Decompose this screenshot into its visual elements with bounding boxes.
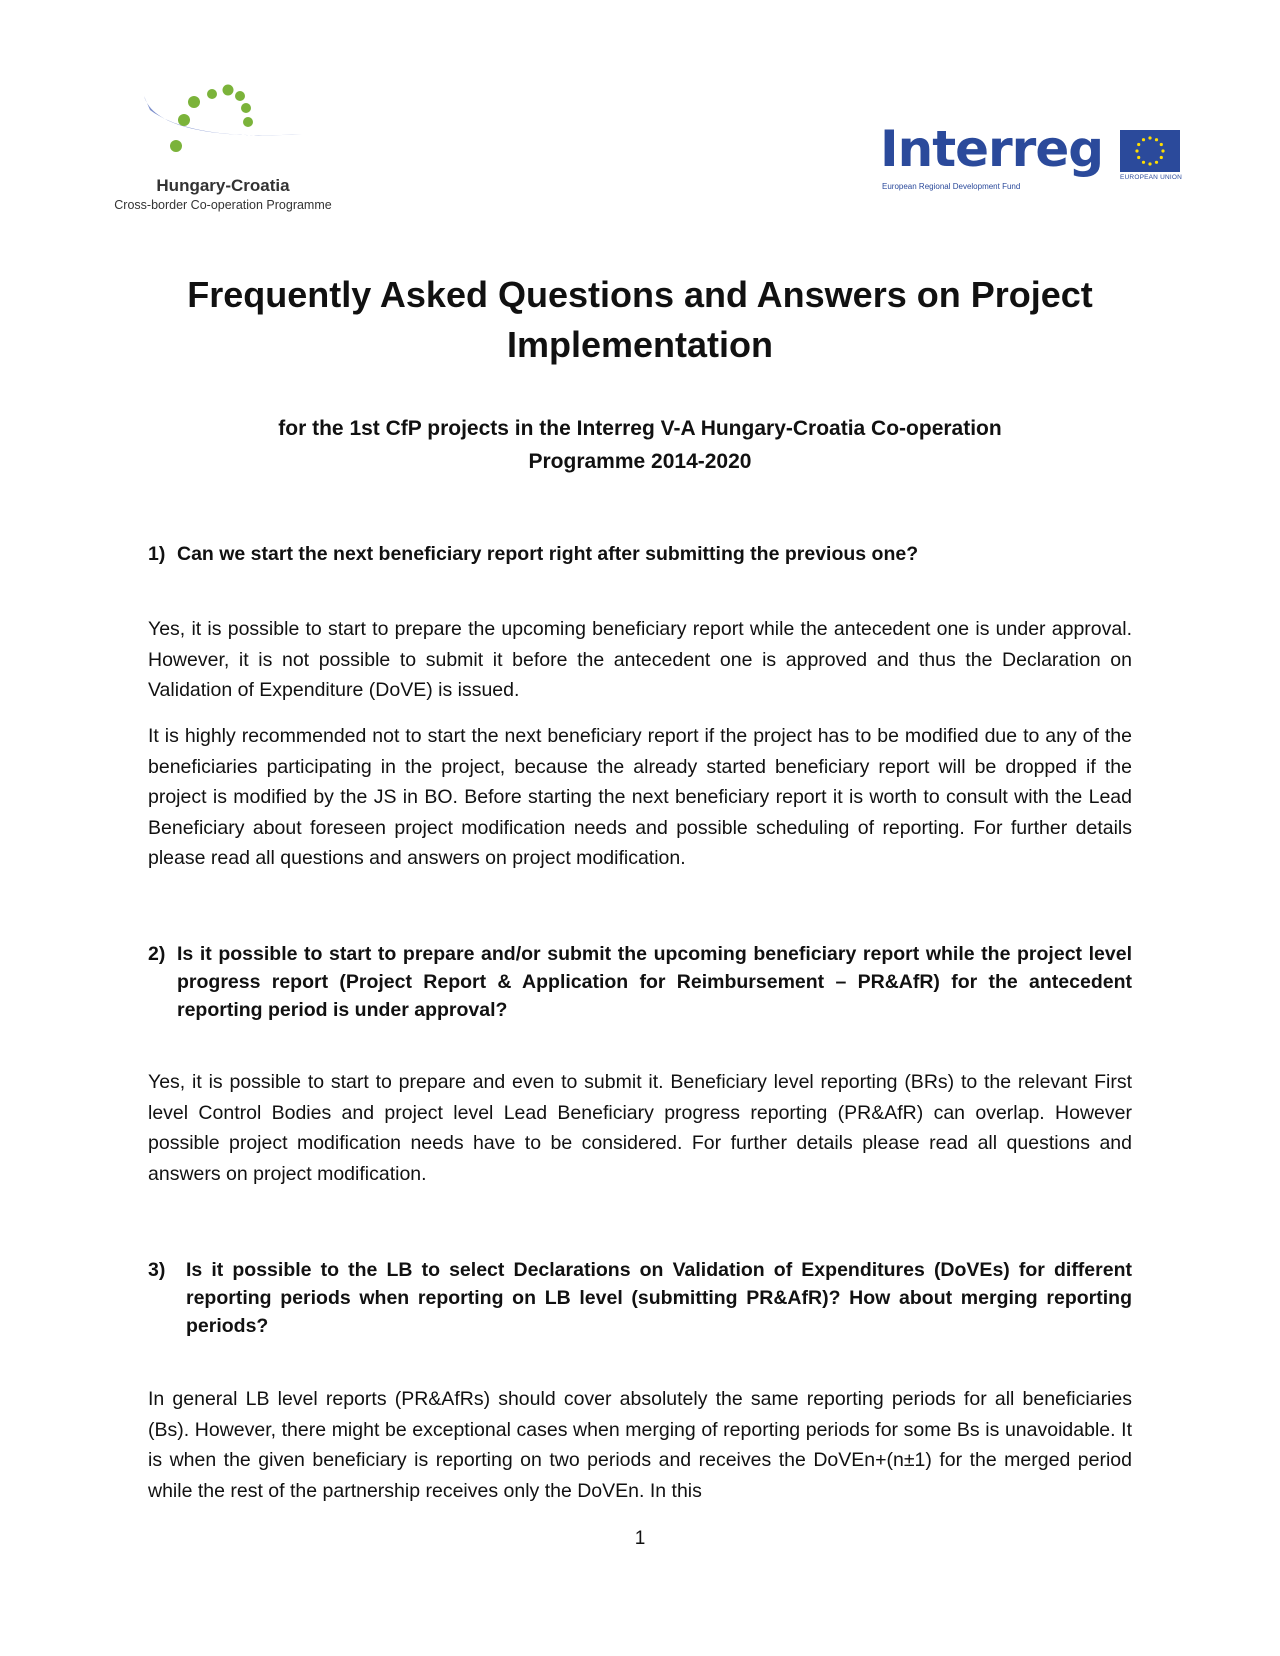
document-subtitle: for the 1st CfP projects in the Interreg V-A Hungary-Croatia Co-operation Programme 2014-2020 — [278, 417, 1002, 473]
question-number: 3) — [148, 1259, 166, 1281]
interreg-wordmark: Interreg — [880, 120, 1104, 178]
interreg-logo — [880, 120, 1190, 196]
question-text: Is it possible to start to prepare and/or submit the upcoming beneficiary report while the project level progress report (Project Report & Application for Reimbursement – PR&AfR) for the antecedent reporting period is under approval? — [177, 943, 1132, 1021]
hungary-croatia-subtitle: Cross-border Co-operation Programme — [114, 198, 332, 212]
question-text: Is it possible to the LB to select Declarations on Validation of Expenditures (DoVEs) for different reporting periods when reporting on LB level (submitting PR&AfR)? How about merging reporting periods? — [186, 1259, 1132, 1337]
answer-2-paragraph-1: Yes, it is possible to start to prepare and even to submit it. Beneficiary level reporting (BRs) to the relevant First level Control Bodies and project level Lead Beneficiary progress reporting (PR&AfR) can overlap. However possible project modification needs have to be considered. For further details please read all questions and answers on project modification. — [148, 1071, 1132, 1185]
hungary-croatia-name: Hungary-Croatia — [156, 176, 290, 195]
eu-flag-icon — [1120, 130, 1180, 172]
eu-label: EUROPEAN UNION — [1120, 174, 1183, 181]
question-1 — [148, 540, 1132, 568]
answer-3-paragraph-1: In general LB level reports (PR&AfRs) should cover absolutely the same reporting periods for all beneficiaries (Bs). However, there might be exceptional cases when merging of reporting periods for some Bs is unavoidable. It is when the given beneficiary is reporting on two periods and receives the DoVEn+(n±1) for the merged period while the rest of the partnership receives only the DoVEn. In this — [148, 1388, 1132, 1502]
interreg-fund-label: European Regional Development Fund — [882, 182, 1021, 191]
hungary-croatia-emblem-icon — [142, 84, 312, 164]
page-number: 1 — [634, 1528, 646, 1549]
hungary-croatia-logo — [108, 84, 348, 214]
answer-1-paragraph-2: It is highly recommended not to start the next beneficiary report if the project has to be modified due to any of the beneficiaries participating in the project, because the already started beneficiary report will be dropped if the project is modified by the JS in BO. Before starting the next beneficiary report it is worth to consult with the Lead Beneficiary about foreseen project modification needs and possible scheduling of reporting. For further details please read all questions and answers on project modification. — [148, 725, 1132, 869]
question-text: Can we start the next beneficiary report right after submitting the previous one? — [177, 543, 919, 565]
question-3 — [148, 1256, 1132, 1340]
document-title: Frequently Asked Questions and Answers on Project Implementation — [187, 274, 1093, 365]
question-number: 2) — [148, 943, 166, 965]
answer-1-paragraph-1: Yes, it is possible to start to prepare the upcoming beneficiary report while the antecedent one is under approval. However, it is not possible to submit it before the antecedent one is approved and thus the Declaration on Validation of Expenditure (DoVE) is issued. — [148, 618, 1132, 701]
question-2 — [148, 940, 1132, 1024]
question-number: 1) — [148, 543, 166, 565]
